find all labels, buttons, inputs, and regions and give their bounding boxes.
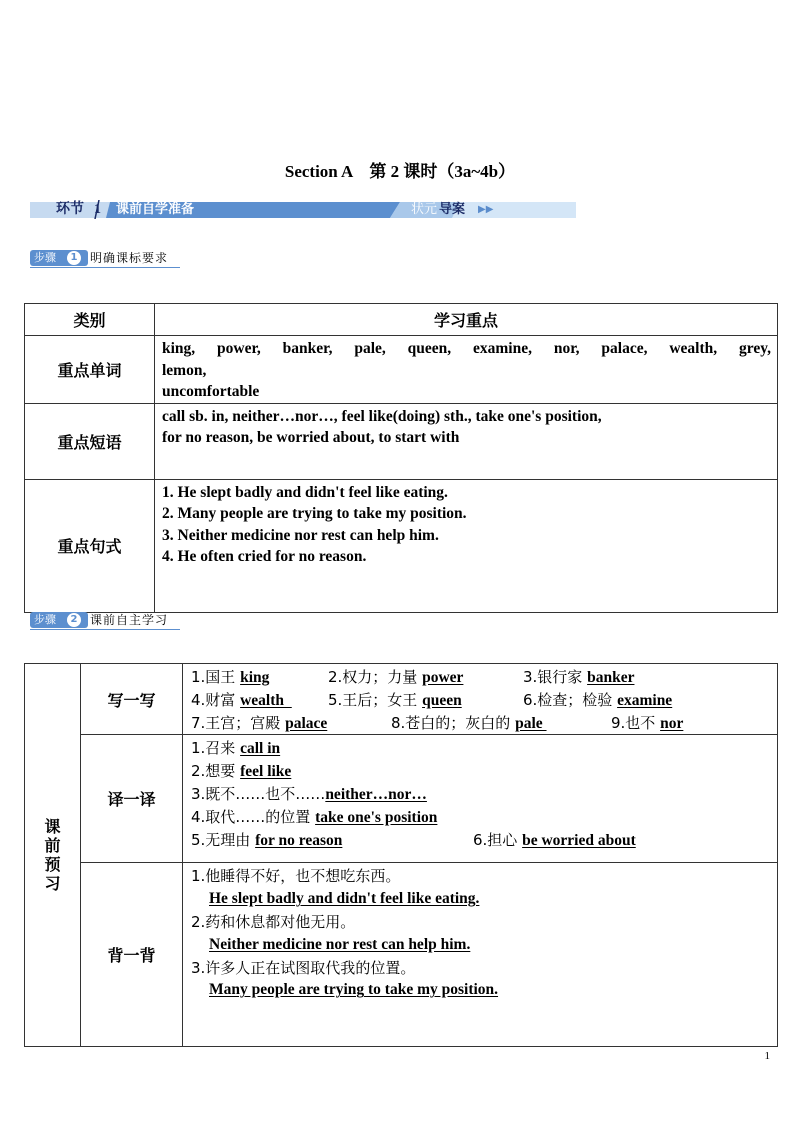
row-label-words: 重点单词 (25, 336, 155, 404)
words-line-2: lemon, (162, 361, 207, 379)
header-key-points: 学习重点 (155, 304, 778, 336)
translate-line-3 (191, 783, 777, 806)
translate-1-cn: 1.召来 (191, 739, 241, 758)
recite-1-cn-line (191, 865, 777, 888)
title-lesson: 第 2 课时（3a~4b） (369, 162, 516, 181)
banner-huanjie: 环节 (56, 202, 84, 217)
write-3-ans: banker (587, 669, 635, 686)
banner-number: 1 (94, 202, 101, 217)
table-row (25, 336, 778, 404)
recite-3-ans-line (191, 979, 777, 1002)
step-2-text: 课前自主学习 (90, 613, 169, 627)
banner-background (30, 200, 576, 219)
table-header-row (25, 304, 778, 336)
recite-2-ans: Neither medicine nor rest can help him. (209, 935, 471, 953)
translate-line-2 (191, 760, 777, 783)
content-translate (183, 735, 778, 863)
table-row (25, 479, 778, 612)
side-char-4: 习 (44, 874, 61, 894)
write-6-ans: examine (617, 691, 673, 709)
preview-table (24, 663, 778, 1047)
sentence-3: 3. Neither medicine nor rest can help him. (162, 526, 439, 544)
sentence-2: 2. Many people are trying to take my position. (162, 505, 467, 522)
banner-left-text: 课前自学准备 (116, 202, 195, 217)
row-content-sentences (155, 479, 778, 612)
step-1-number-icon: 1 (67, 251, 81, 265)
row-content-words (155, 336, 778, 404)
recite-2-cn: 2.药和休息都对他无用。 (191, 912, 356, 931)
side-char-2: 前 (44, 836, 61, 856)
translate-2-ans: feel like (240, 763, 292, 781)
side-label-preview (25, 664, 81, 1047)
translate-3-ans: neither…nor… (325, 785, 427, 803)
write-line-3 (191, 712, 777, 735)
write-4-ans: wealth (240, 691, 292, 709)
translate-6-ans: be worried about (522, 831, 636, 849)
row-label-phrases: 重点短语 (25, 403, 155, 479)
translate-5-cn: 5.无理由 (191, 830, 256, 849)
step-2-label (30, 612, 190, 628)
table-row (25, 403, 778, 479)
translate-5-ans: for no reason (255, 831, 343, 849)
sentence-1: 1. He slept badly and didn't feel like eating. (162, 483, 448, 501)
write-2-cn: 2.权力；力量 (328, 668, 423, 686)
section-banner (30, 200, 576, 219)
write-line-2 (191, 689, 777, 712)
recite-1-ans: He slept badly and didn't feel like eating. (209, 890, 480, 908)
translate-4-ans: take one's position (315, 808, 438, 826)
step-2-number-icon: 2 (67, 613, 81, 627)
label-write: 写一写 (81, 664, 183, 735)
table-row (25, 664, 778, 735)
recite-2-ans-line (191, 934, 777, 957)
write-1-cn: 1.国王 (191, 668, 241, 686)
side-char-3: 预 (44, 855, 61, 875)
translate-line-5 (191, 829, 777, 852)
write-2-ans: power (422, 669, 464, 686)
step-1-label (30, 250, 190, 266)
recite-3-cn-line (191, 957, 777, 980)
label-translate: 译一译 (81, 735, 183, 863)
translate-1-ans: call in (240, 740, 281, 758)
recite-3-cn: 3.许多人正在试图取代我的位置。 (191, 958, 416, 977)
banner-right-text-1: 状元 (411, 202, 438, 217)
recite-2-cn-line (191, 911, 777, 934)
translate-6-cn: 6.担心 (473, 830, 523, 849)
phrases-line-2: for no reason, be worried about, to start with (162, 429, 460, 446)
write-6-cn: 6.检查；检验 (523, 690, 618, 709)
write-1-ans: king (240, 669, 270, 686)
translate-line-4 (191, 806, 777, 829)
header-category: 类别 (25, 304, 155, 336)
write-line-1 (191, 666, 777, 689)
recite-1-ans-line (191, 888, 777, 911)
translate-line-1 (191, 737, 777, 760)
write-9-ans: nor (660, 714, 684, 732)
table-row (25, 735, 778, 863)
recite-1-cn: 1.他睡得不好，也不想吃东西。 (191, 867, 401, 886)
recite-3-ans: Many people are trying to take my position. (209, 981, 499, 999)
banner-arrow-icon: ▶▶ (478, 204, 494, 215)
translate-3-cn: 3.既不……也不…… (191, 784, 326, 803)
content-write (183, 664, 778, 735)
label-recite: 背一背 (81, 863, 183, 1047)
write-7-cn: 7.王宫；宫殿 (191, 713, 286, 732)
write-4-cn: 4.财富 (191, 690, 241, 709)
write-3-cn: 3.银行家 (523, 668, 588, 686)
title-section: Section A (284, 162, 354, 181)
write-9-cn: 9.也不 (611, 713, 661, 732)
step-2-underline (30, 629, 180, 630)
step-1-underline (30, 267, 180, 268)
side-char-1: 课 (44, 817, 61, 837)
row-label-sentences: 重点句式 (25, 479, 155, 612)
table-row (25, 863, 778, 1047)
write-8-cn: 8.苍白的；灰白的 (391, 713, 516, 732)
write-5-ans: queen (422, 691, 462, 709)
words-line-1: king, power, banker, pale, queen, examine, nor, palace, wealth, grey, (162, 340, 771, 357)
write-8-ans: pale (515, 714, 547, 732)
step-2-tag-text: 步骤 (34, 613, 56, 626)
phrases-line-1: call sb. in, neither…nor…, feel like(doing) sth., take one's position, (162, 407, 602, 425)
step-1-tag-text: 步骤 (34, 251, 56, 264)
row-content-phrases (155, 403, 778, 479)
banner-right-text-2: 导案 (439, 202, 466, 217)
key-points-table (24, 303, 778, 613)
translate-4-cn: 4.取代……的位置 (191, 807, 316, 826)
step-1-text: 明确课标要求 (90, 251, 169, 265)
page-number: 1 (764, 1050, 770, 1062)
page-title (0, 157, 800, 182)
translate-2-cn: 2.想要 (191, 762, 241, 781)
sentence-4: 4. He often cried for no reason. (162, 548, 367, 565)
content-recite (183, 863, 778, 1047)
words-line-3: uncomfortable (162, 383, 260, 400)
write-7-ans: palace (285, 714, 328, 732)
write-5-cn: 5.王后；女王 (328, 690, 423, 709)
